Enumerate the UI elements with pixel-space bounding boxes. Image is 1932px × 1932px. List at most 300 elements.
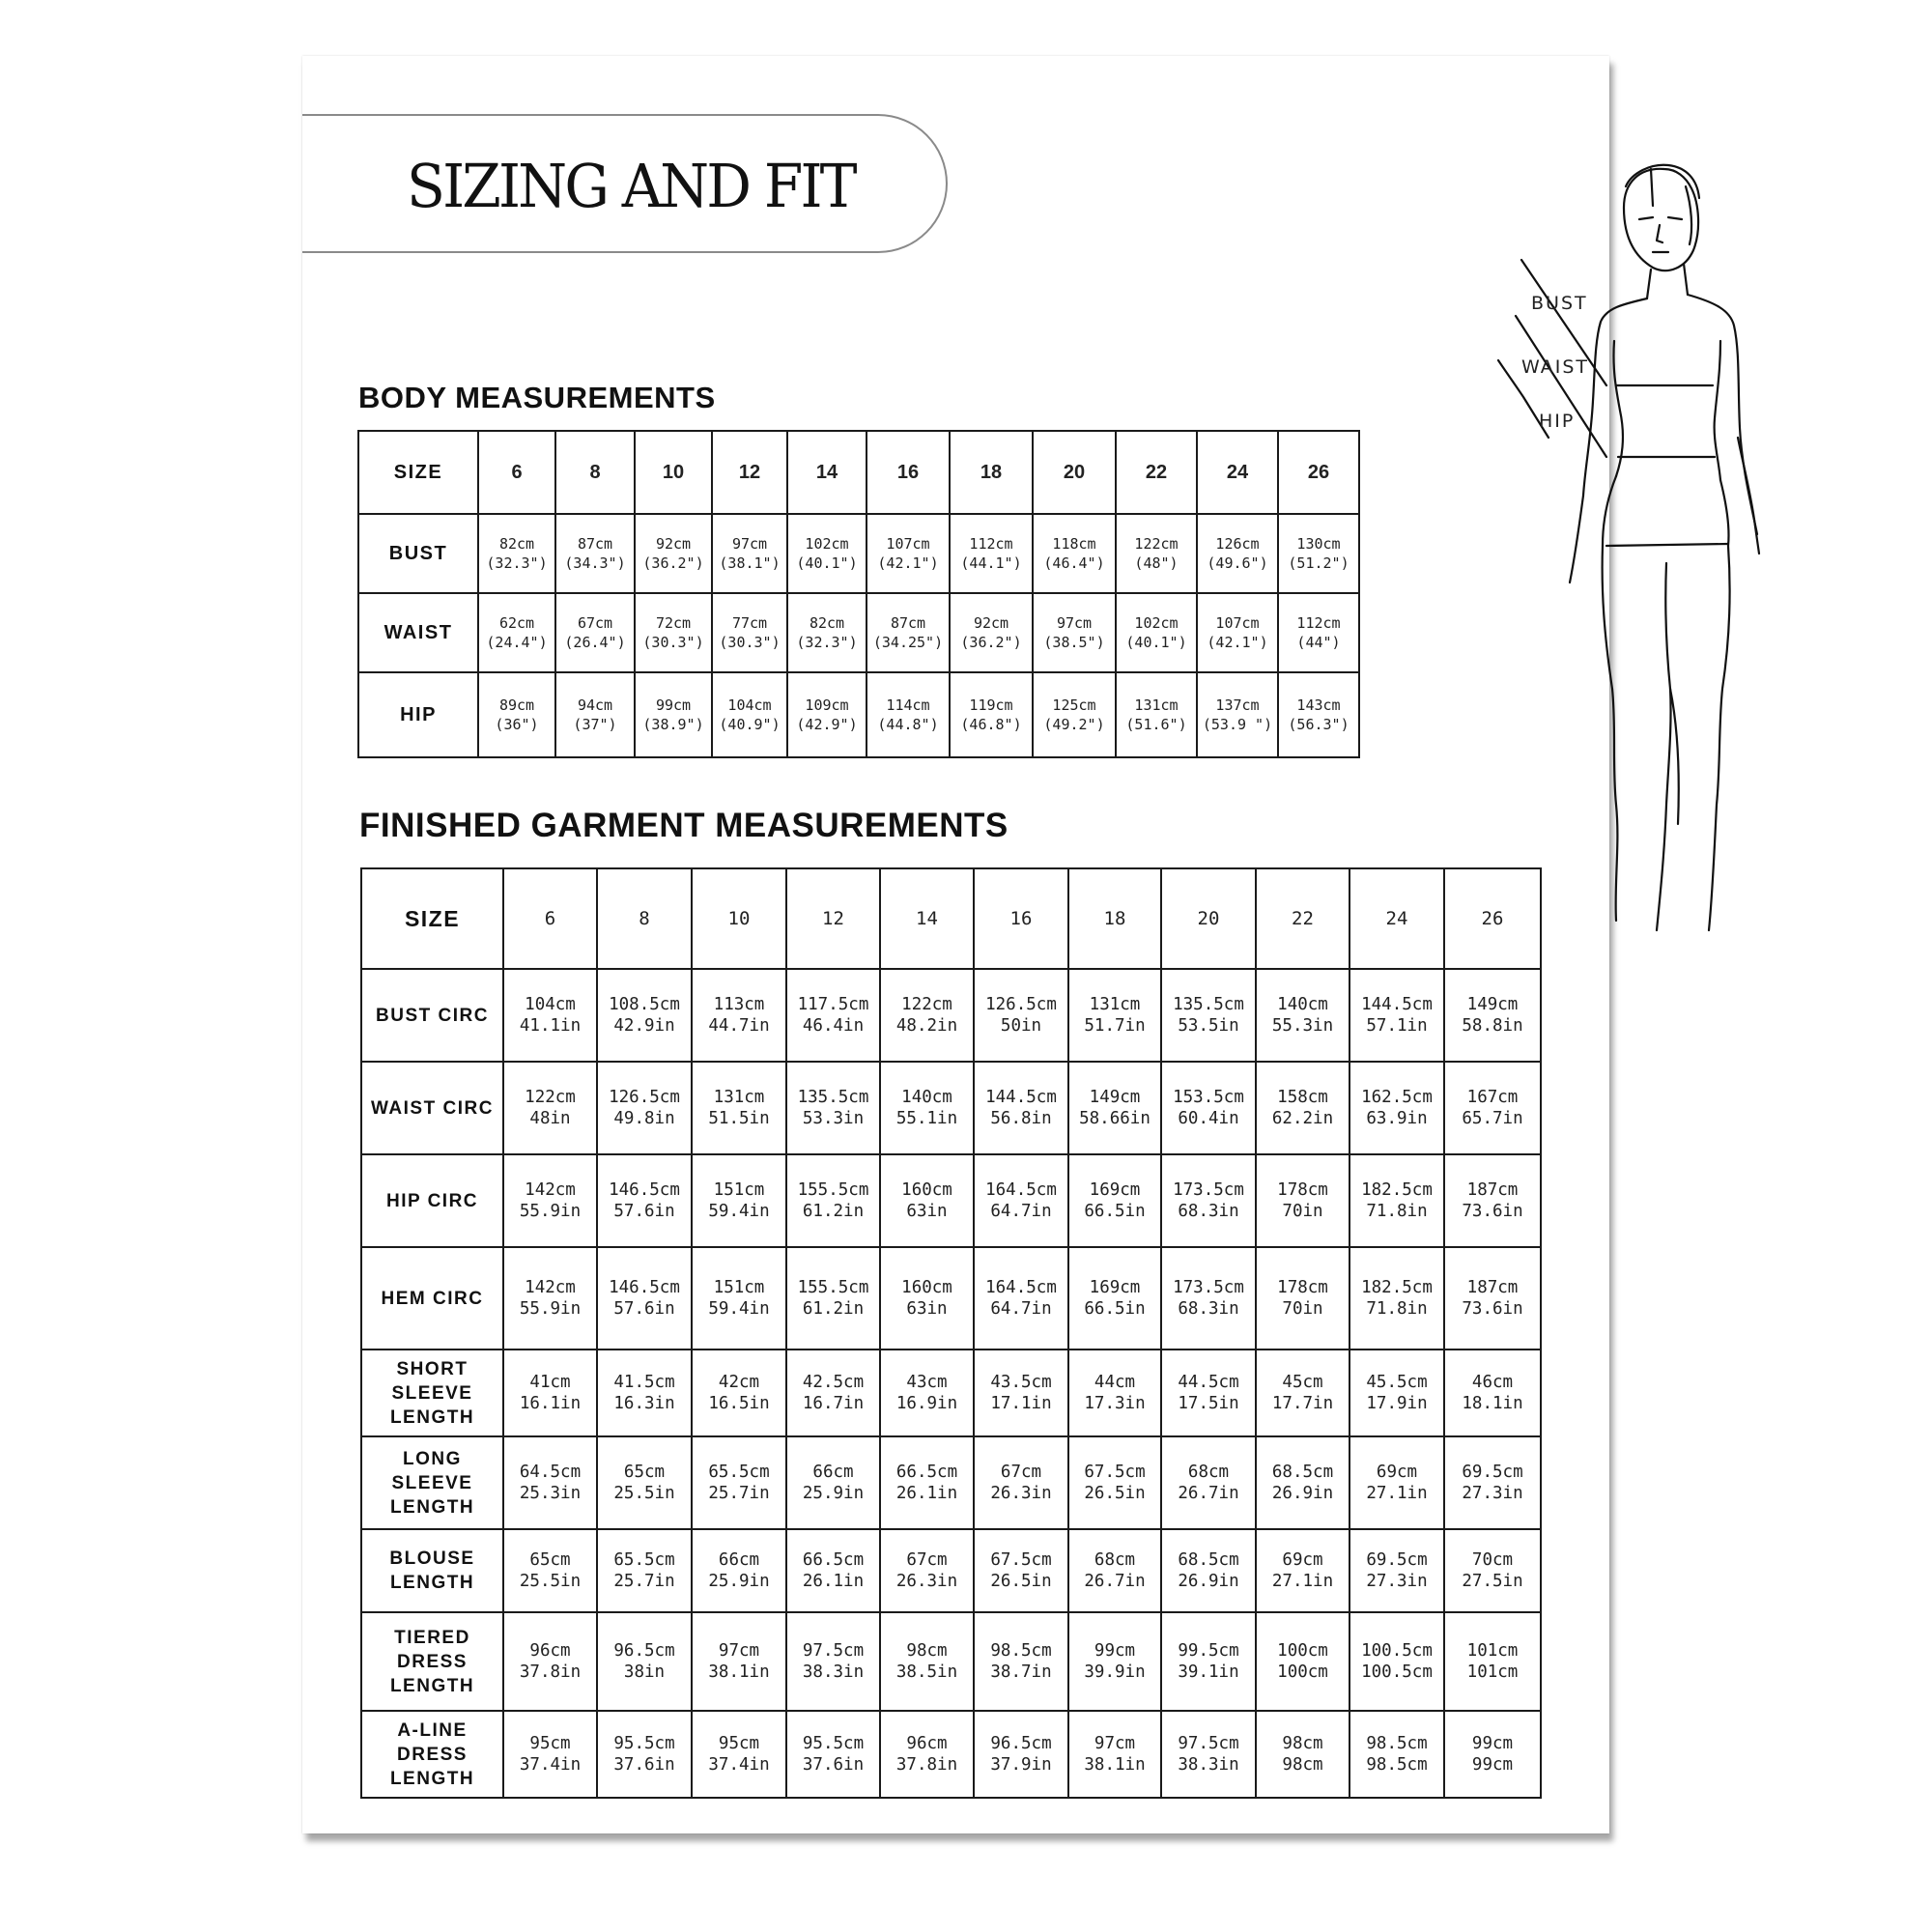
measurement-cell	[1350, 1529, 1444, 1612]
measurement-cell	[1350, 1612, 1444, 1711]
size-column-header: 6	[478, 431, 555, 514]
cm-value: 95cm	[718, 1734, 760, 1753]
inch-value: 63.9in	[1366, 1109, 1428, 1128]
inch-value: 38.3in	[1178, 1755, 1239, 1775]
inch-value: 55.9in	[519, 1202, 582, 1221]
inch-value: 37.6in	[613, 1755, 675, 1775]
cm-value: 167cm	[1466, 1088, 1519, 1107]
row-label-line: TIERED	[394, 1627, 470, 1648]
cm-value: 42.5cm	[802, 1373, 865, 1392]
cm-value: 70cm	[1471, 1550, 1514, 1570]
inch-value: (49.6")	[1207, 554, 1268, 572]
measurement-cell	[786, 969, 880, 1062]
measurement-cell	[950, 593, 1033, 672]
inch-value: 59.4in	[708, 1202, 770, 1221]
inch-value: 38.3in	[802, 1662, 865, 1682]
cm-value: 96.5cm	[990, 1734, 1052, 1753]
inch-value: 16.3in	[613, 1394, 675, 1413]
inch-value: 41.1in	[519, 1016, 582, 1036]
cm-value: 126cm	[1215, 535, 1260, 553]
cm-value: 69.5cm	[1366, 1550, 1428, 1570]
cm-value: 151cm	[713, 1180, 765, 1200]
measurement-cell	[597, 969, 692, 1062]
cm-value: 142cm	[525, 1278, 576, 1297]
measurement-cell	[1161, 1612, 1256, 1711]
measurement-cell	[692, 1612, 786, 1711]
measurement-cell	[786, 1711, 880, 1798]
cm-value: 44.5cm	[1178, 1373, 1239, 1392]
inch-value: 62.2in	[1271, 1109, 1334, 1128]
cm-value: 96cm	[529, 1641, 571, 1661]
cm-value: 153.5cm	[1173, 1088, 1244, 1107]
inch-value: 70in	[1282, 1202, 1323, 1221]
inch-value: (37")	[573, 716, 617, 733]
inch-value: 44.7in	[708, 1016, 770, 1036]
measurement-cell	[692, 1350, 786, 1436]
measurement-cell	[974, 1154, 1068, 1247]
measurement-cell	[787, 672, 867, 757]
cm-value: 95.5cm	[613, 1734, 675, 1753]
inch-value: (38.9")	[642, 716, 704, 733]
measurement-cell	[1161, 1247, 1256, 1350]
measurement-cell	[1068, 1154, 1161, 1247]
cm-value: 149cm	[1466, 995, 1519, 1014]
measurement-cell	[555, 672, 635, 757]
cm-value: 122cm	[901, 995, 952, 1014]
cm-value: 143cm	[1296, 696, 1341, 714]
measurement-cell	[478, 672, 555, 757]
cm-value: 97cm	[1056, 614, 1093, 632]
inch-value: 16.7in	[802, 1394, 865, 1413]
inch-value: (51.2")	[1288, 554, 1350, 572]
measurement-cell	[1350, 1247, 1444, 1350]
cm-value: 149cm	[1089, 1088, 1141, 1107]
measurement-cell	[1444, 1529, 1541, 1612]
measurement-cell	[635, 672, 712, 757]
cm-value: 64.5cm	[519, 1463, 582, 1482]
measurement-cell	[692, 1711, 786, 1798]
inch-value: 49.8in	[613, 1109, 675, 1128]
inch-value: 16.5in	[708, 1394, 770, 1413]
inch-value: (38.5")	[1043, 634, 1105, 651]
measurement-cell	[950, 672, 1033, 757]
cm-value: 67cm	[577, 614, 613, 632]
inch-value: (30.3")	[642, 634, 704, 651]
inch-value: 25.7in	[613, 1572, 675, 1591]
measurement-cell	[880, 1436, 974, 1529]
inch-value: 38.5in	[895, 1662, 958, 1682]
cm-value: 45cm	[1282, 1373, 1323, 1392]
cm-value: 112cm	[969, 535, 1013, 553]
cm-value: 68.5cm	[1178, 1550, 1239, 1570]
inch-value: (34.25")	[872, 634, 944, 651]
cm-value: 69cm	[1282, 1550, 1323, 1570]
cm-value: 67cm	[1000, 1463, 1042, 1482]
measurement-cell	[974, 1436, 1068, 1529]
measurement-cell	[1068, 1612, 1161, 1711]
measurement-cell	[1161, 1154, 1256, 1247]
cm-value: 66cm	[718, 1550, 760, 1570]
cm-value: 42cm	[718, 1373, 760, 1392]
measurement-cell	[503, 1154, 597, 1247]
cm-value: 65cm	[623, 1463, 666, 1482]
measurement-cell	[1256, 1612, 1350, 1711]
cm-value: 68.5cm	[1271, 1463, 1334, 1482]
inch-value: (32.3")	[796, 634, 858, 651]
inch-value: (26.4")	[564, 634, 626, 651]
size-column-header: 24	[1197, 431, 1278, 514]
size-column-header: 16	[974, 868, 1068, 969]
measurement-cell	[503, 969, 597, 1062]
size-column-header: 22	[1116, 431, 1197, 514]
cm-value: 151cm	[713, 1278, 765, 1297]
cm-value: 92cm	[655, 535, 692, 553]
inch-value: 63in	[906, 1202, 948, 1221]
measurement-cell	[1350, 1436, 1444, 1529]
inch-value: 68.3in	[1178, 1202, 1239, 1221]
cm-value: 113cm	[713, 995, 765, 1014]
inch-value: (51.6")	[1125, 716, 1187, 733]
measurement-cell	[786, 1154, 880, 1247]
measurement-cell	[1278, 593, 1359, 672]
row-label-bust-circ	[361, 969, 503, 1062]
measurement-cell	[1278, 672, 1359, 757]
measurement-cell	[1033, 672, 1116, 757]
inch-value: (46.4")	[1043, 554, 1105, 572]
inch-value: 17.5in	[1178, 1394, 1239, 1413]
inch-value: 57.1in	[1366, 1016, 1428, 1036]
inch-value: 55.1in	[895, 1109, 958, 1128]
measurement-cell	[597, 1247, 692, 1350]
inch-value: 39.1in	[1178, 1662, 1239, 1682]
cm-value: 65.5cm	[708, 1463, 770, 1482]
inch-value: 99cm	[1471, 1755, 1514, 1775]
measurement-cell	[1161, 1711, 1256, 1798]
cm-value: 77cm	[731, 614, 768, 632]
inch-value: 38.1in	[1084, 1755, 1146, 1775]
cm-value: 66cm	[812, 1463, 854, 1482]
size-column-header: 18	[1068, 868, 1161, 969]
cm-value: 82cm	[809, 614, 845, 632]
inch-value: 51.5in	[708, 1109, 770, 1128]
measurement-cell	[786, 1436, 880, 1529]
cm-value: 43cm	[906, 1373, 948, 1392]
inch-value: 26.9in	[1271, 1484, 1334, 1503]
cm-value: 187cm	[1466, 1278, 1519, 1297]
cm-value: 99.5cm	[1178, 1641, 1239, 1661]
inch-value: 16.9in	[895, 1394, 958, 1413]
measurement-cell	[880, 1350, 974, 1436]
inch-value: 39.9in	[1084, 1662, 1146, 1682]
measurement-cell	[1116, 672, 1197, 757]
cm-value: 92cm	[973, 614, 1009, 632]
measurement-cell	[880, 1154, 974, 1247]
cm-value: 101cm	[1466, 1641, 1519, 1661]
cm-value: 144.5cm	[1361, 995, 1433, 1014]
cm-value: 45.5cm	[1366, 1373, 1428, 1392]
measurement-cell	[503, 1436, 597, 1529]
size-column-header: 10	[692, 868, 786, 969]
cm-value: 98cm	[1282, 1734, 1323, 1753]
measurement-cell	[692, 1247, 786, 1350]
cm-value: 109cm	[805, 696, 849, 714]
cm-value: 130cm	[1296, 535, 1341, 553]
measurement-cell	[1256, 1529, 1350, 1612]
inch-value: (46.8")	[960, 716, 1022, 733]
cm-value: 68cm	[1187, 1463, 1230, 1482]
measurement-cell	[787, 514, 867, 593]
inch-value: 59.4in	[708, 1299, 770, 1319]
inch-value: 51.7in	[1084, 1016, 1146, 1036]
cm-value: 102cm	[1134, 614, 1179, 632]
inch-value: 58.66in	[1079, 1109, 1151, 1128]
cm-value: 140cm	[901, 1088, 952, 1107]
inch-value: 25.7in	[708, 1484, 770, 1503]
row-label-line: SLEEVE	[391, 1382, 473, 1404]
inch-value: 38in	[623, 1662, 666, 1682]
measurement-cell	[712, 593, 787, 672]
cm-value: 97.5cm	[802, 1641, 865, 1661]
cm-value: 68cm	[1094, 1550, 1136, 1570]
measurement-cell	[1444, 1612, 1541, 1711]
measurement-cell	[1256, 1350, 1350, 1436]
inch-value: 53.3in	[802, 1109, 865, 1128]
measurement-cell	[974, 1247, 1068, 1350]
cm-value: 182.5cm	[1361, 1180, 1433, 1200]
measurement-cell	[503, 1062, 597, 1154]
cm-value: 119cm	[969, 696, 1013, 714]
cm-value: 99cm	[1094, 1641, 1136, 1661]
measurement-cell	[1068, 1247, 1161, 1350]
inch-value: (44.1")	[960, 554, 1022, 572]
inch-value: 26.7in	[1084, 1572, 1146, 1591]
inch-value: 55.9in	[519, 1299, 582, 1319]
measurement-cell	[1444, 1350, 1541, 1436]
measurement-cell	[1256, 969, 1350, 1062]
inch-value: (49.2")	[1043, 716, 1105, 733]
measurement-cell	[1256, 1711, 1350, 1798]
inch-value: (30.3")	[719, 634, 781, 651]
cm-value: 104cm	[727, 696, 772, 714]
measurement-cell	[1350, 969, 1444, 1062]
inch-value: (44.8")	[877, 716, 939, 733]
cm-value: 140cm	[1277, 995, 1328, 1014]
inch-value: 50in	[1000, 1016, 1042, 1036]
measurement-cell	[692, 1154, 786, 1247]
inch-value: 42.9in	[613, 1016, 675, 1036]
row-label-hip: HIP	[358, 672, 478, 757]
cm-value: 82cm	[498, 535, 535, 553]
measurement-cell	[692, 1529, 786, 1612]
cm-value: 173.5cm	[1173, 1180, 1244, 1200]
measurement-cell	[867, 672, 950, 757]
inch-value: 25.3in	[519, 1484, 582, 1503]
cm-value: 102cm	[805, 535, 849, 553]
measurement-cell	[712, 672, 787, 757]
inch-value: 37.4in	[708, 1755, 770, 1775]
inch-value: 58.8in	[1462, 1016, 1523, 1036]
row-label-line: LENGTH	[389, 1768, 475, 1789]
garment-measurements-table	[360, 867, 1542, 1799]
cm-value: 182.5cm	[1361, 1278, 1433, 1297]
inch-value: 73.6in	[1462, 1299, 1523, 1319]
inch-value: (36.2")	[642, 554, 704, 572]
inch-value: (56.3")	[1288, 716, 1350, 733]
cm-value: 160cm	[901, 1278, 952, 1297]
measurement-cell	[597, 1062, 692, 1154]
size-header-cell: SIZE	[361, 868, 503, 969]
row-label-line: HIP CIRC	[385, 1190, 479, 1211]
row-label-a-line-dress-length	[361, 1711, 503, 1798]
row-label-bust: BUST	[358, 514, 478, 593]
cm-value: 146.5cm	[609, 1180, 680, 1200]
cm-value: 155.5cm	[797, 1278, 869, 1297]
size-column-header: 26	[1278, 431, 1359, 514]
measurement-cell	[974, 1711, 1068, 1798]
inch-value: 98cm	[1282, 1755, 1323, 1775]
inch-value: 26.1in	[895, 1484, 958, 1503]
cm-value: 122cm	[525, 1088, 576, 1107]
inch-value: 16.1in	[519, 1394, 582, 1413]
measurement-cell	[1197, 672, 1278, 757]
body-measurements-table	[357, 430, 1360, 758]
cm-value: 164.5cm	[985, 1278, 1057, 1297]
cm-value: 162.5cm	[1361, 1088, 1433, 1107]
measurement-cell	[974, 1612, 1068, 1711]
cm-value: 66.5cm	[895, 1463, 958, 1482]
cm-value: 98cm	[906, 1641, 948, 1661]
measurement-cell	[950, 514, 1033, 593]
inch-value: 66.5in	[1084, 1299, 1146, 1319]
row-label-line: LENGTH	[389, 1675, 475, 1696]
measurement-cell	[597, 1612, 692, 1711]
inch-value: 38.1in	[708, 1662, 770, 1682]
body-figure-illustration	[1462, 148, 1867, 950]
cm-value: 122cm	[1134, 535, 1179, 553]
row-label-blouse-length	[361, 1529, 503, 1612]
inch-value: (36.2")	[960, 634, 1022, 651]
cm-value: 178cm	[1277, 1278, 1328, 1297]
size-column-header: 8	[597, 868, 692, 969]
cm-value: 99cm	[655, 696, 692, 714]
measurement-cell	[1444, 969, 1541, 1062]
inch-value: 25.5in	[519, 1572, 582, 1591]
inch-value: 64.7in	[990, 1202, 1052, 1221]
inch-value: 101cm	[1466, 1662, 1519, 1682]
cm-value: 112cm	[1296, 614, 1341, 632]
cm-value: 126.5cm	[985, 995, 1057, 1014]
row-label-line: BUST CIRC	[376, 1005, 489, 1026]
body-measurements-heading: BODY MEASUREMENTS	[358, 381, 716, 414]
inch-value: 55.3in	[1271, 1016, 1334, 1036]
measurement-cell	[1444, 1436, 1541, 1529]
measurement-cell	[1161, 1529, 1256, 1612]
inch-value: 27.1in	[1271, 1572, 1334, 1591]
cm-value: 126.5cm	[609, 1088, 680, 1107]
measurement-cell	[1444, 1062, 1541, 1154]
measurement-cell	[786, 1529, 880, 1612]
cm-value: 97cm	[731, 535, 768, 553]
row-label-long-sleeve-length	[361, 1436, 503, 1529]
measurement-cell	[712, 514, 787, 593]
inch-value: 64.7in	[990, 1299, 1052, 1319]
inch-value: (40.1")	[796, 554, 858, 572]
inch-value: 71.8in	[1366, 1299, 1428, 1319]
row-label-short-sleeve-length	[361, 1350, 503, 1436]
measurement-cell	[597, 1436, 692, 1529]
measurement-cell	[597, 1350, 692, 1436]
row-label-line: DRESS	[397, 1651, 468, 1672]
cm-value: 67.5cm	[990, 1550, 1052, 1570]
cm-value: 114cm	[886, 696, 930, 714]
measurement-cell	[1444, 1154, 1541, 1247]
measurement-cell	[503, 1529, 597, 1612]
inch-value: 27.3in	[1366, 1572, 1428, 1591]
inch-value: (48")	[1134, 554, 1179, 572]
measurement-cell	[880, 1711, 974, 1798]
measurement-cell	[786, 1062, 880, 1154]
measurement-cell	[1197, 514, 1278, 593]
inch-value: 27.5in	[1462, 1572, 1523, 1591]
measurement-cell	[1116, 514, 1197, 593]
cm-value: 173.5cm	[1173, 1278, 1244, 1297]
inch-value: (34.3")	[564, 554, 626, 572]
row-label-line: WAIST CIRC	[371, 1097, 494, 1119]
garment-measurements-heading: FINISHED GARMENT MEASUREMENTS	[359, 807, 1009, 844]
row-label-line: SHORT	[396, 1358, 469, 1379]
inch-value: 66.5in	[1084, 1202, 1146, 1221]
inch-value: (53.9 ")	[1202, 716, 1273, 733]
cm-value: 97.5cm	[1178, 1734, 1239, 1753]
cm-value: 125cm	[1052, 696, 1096, 714]
measurement-cell	[880, 1247, 974, 1350]
size-column-header: 20	[1033, 431, 1116, 514]
row-label-line: BLOUSE	[389, 1548, 475, 1569]
page-title: SIZING AND FIT	[407, 151, 855, 221]
inch-value: 17.9in	[1366, 1394, 1428, 1413]
measurement-cell	[786, 1350, 880, 1436]
cm-value: 107cm	[886, 535, 930, 553]
cm-value: 160cm	[901, 1180, 952, 1200]
size-column-header: 22	[1256, 868, 1350, 969]
row-label-waist-circ	[361, 1062, 503, 1154]
cm-value: 66.5cm	[802, 1550, 865, 1570]
measurement-cell	[974, 1350, 1068, 1436]
measurement-cell	[635, 593, 712, 672]
measurement-cell	[1068, 1350, 1161, 1436]
size-column-header: 14	[880, 868, 974, 969]
cm-value: 95cm	[529, 1734, 571, 1753]
cm-value: 96cm	[906, 1734, 948, 1753]
inch-value: 25.5in	[613, 1484, 675, 1503]
measurement-cell	[880, 1612, 974, 1711]
measurement-cell	[597, 1529, 692, 1612]
cm-value: 67cm	[906, 1550, 948, 1570]
inch-value: 73.6in	[1462, 1202, 1523, 1221]
measurement-cell	[1033, 514, 1116, 593]
measurement-cell	[555, 593, 635, 672]
measurement-cell	[1161, 1350, 1256, 1436]
cm-value: 100cm	[1277, 1641, 1328, 1661]
cm-value: 146.5cm	[609, 1278, 680, 1297]
inch-value: 25.9in	[708, 1572, 770, 1591]
measurement-cell	[1068, 1529, 1161, 1612]
inch-value: 26.7in	[1178, 1484, 1239, 1503]
cm-value: 98.5cm	[990, 1641, 1052, 1661]
inch-value: 26.5in	[1084, 1484, 1146, 1503]
inch-value: 26.9in	[1178, 1572, 1239, 1591]
cm-value: 131cm	[713, 1088, 765, 1107]
